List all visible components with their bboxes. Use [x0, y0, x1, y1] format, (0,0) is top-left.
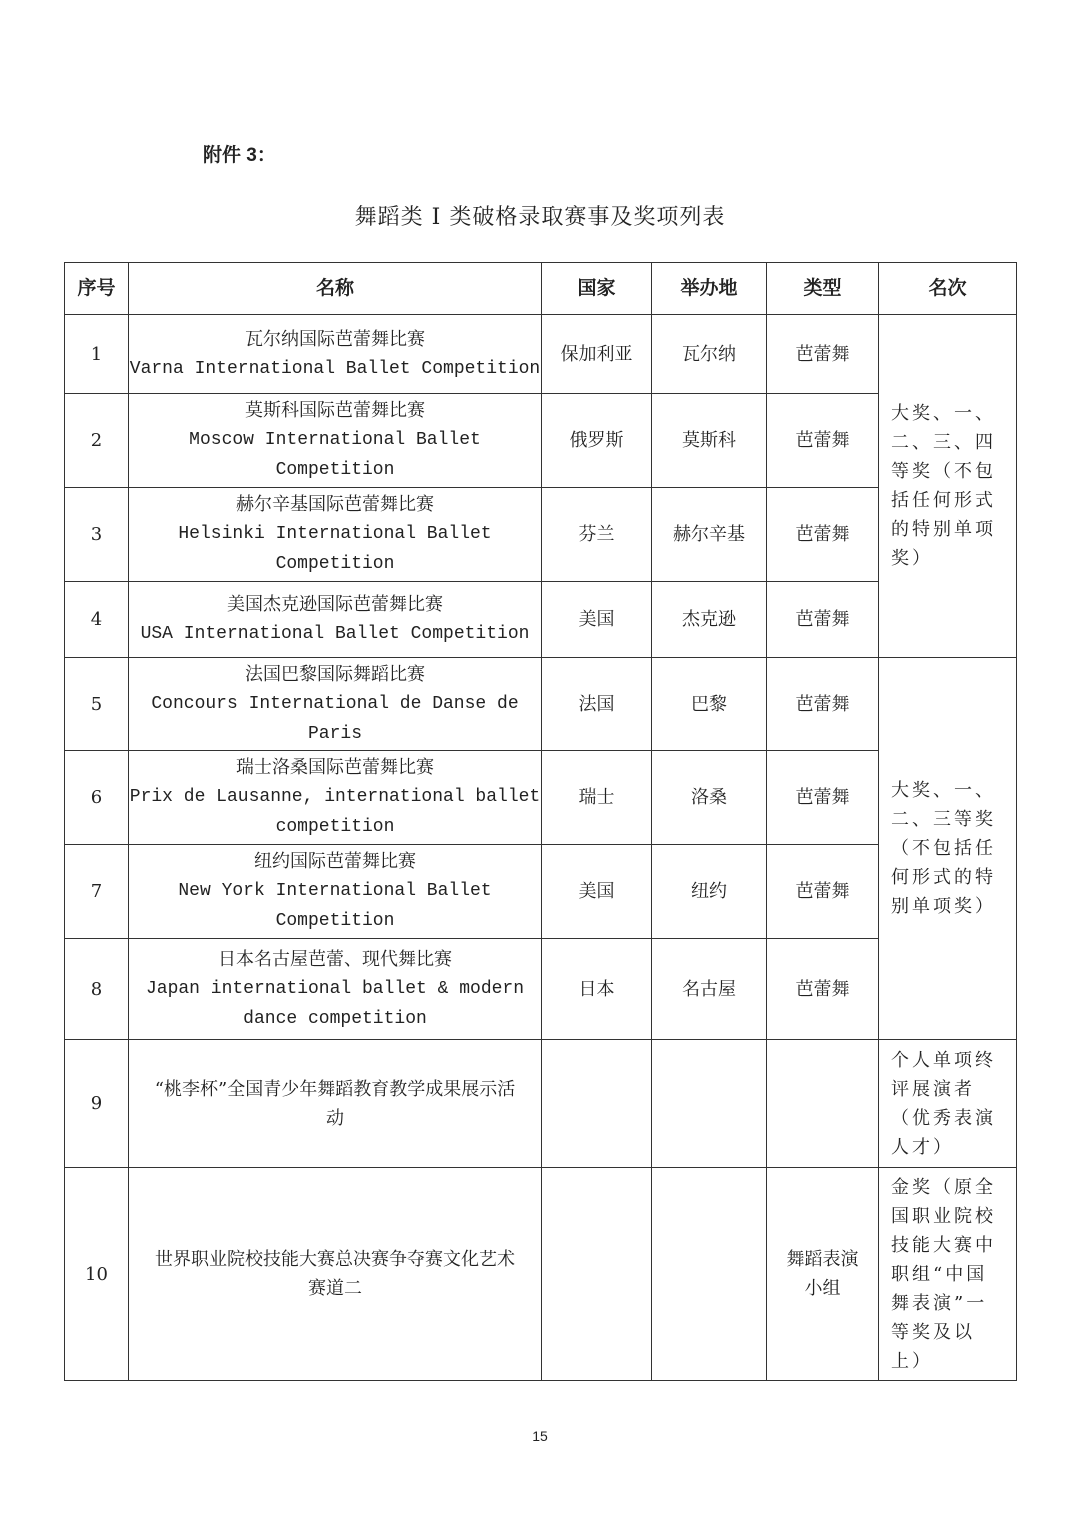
cell-country: 日本: [542, 939, 652, 1040]
table-row: [65, 582, 1017, 658]
cell-city: 莫斯科: [652, 394, 767, 488]
cell-country: 俄罗斯: [542, 394, 652, 488]
cell-city: [652, 1168, 767, 1381]
name-cn: 日本名古屋芭蕾、现代舞比赛: [218, 948, 452, 970]
cell-no: 8: [65, 939, 129, 1040]
name-en: Varna International Ballet Competition: [129, 358, 541, 379]
cell-city: 巴黎: [652, 658, 767, 751]
name-cn: “桃李杯”全国青少年舞蹈教育教学成果展示活动: [154, 1078, 516, 1129]
table-row: [65, 315, 1017, 394]
cell-no: 9: [65, 1040, 129, 1168]
cell-rank-group-1: 大奖、一、二、三、四等奖（不包括任何形式的特别单项奖）: [879, 315, 1017, 658]
cell-name: [129, 582, 542, 658]
cell-rank: 金奖（原全国职业院校技能大赛中职组“中国舞表演”一等奖及以上）: [879, 1168, 1017, 1381]
name-en: USA International Ballet Competition: [140, 624, 530, 644]
name-cn: 美国杰克逊国际芭蕾舞比赛: [227, 594, 443, 615]
cell-no: 3: [65, 488, 129, 582]
name-en: Helsinki International Ballet Competition: [178, 524, 492, 574]
header-type: 类型: [767, 263, 879, 315]
table-row: [65, 1040, 1017, 1168]
cell-country: 芬兰: [542, 488, 652, 582]
cell-type: 芭蕾舞: [767, 845, 879, 939]
table-header-row: [65, 263, 1017, 315]
cell-country: 瑞士: [542, 751, 652, 845]
cell-type: 芭蕾舞: [767, 315, 879, 394]
header-country: 国家: [542, 263, 652, 315]
cell-rank-group-2: 大奖、一、二、三等奖（不包括任何形式的特别单项奖）: [879, 658, 1017, 1040]
cell-no: 5: [65, 658, 129, 751]
name-en: New York International Ballet Competition: [178, 881, 492, 931]
table-row: [65, 939, 1017, 1040]
cell-no: 7: [65, 845, 129, 939]
attachment-label: 附件 3：: [203, 145, 276, 166]
cell-type: 芭蕾舞: [767, 488, 879, 582]
name-en: Japan international ballet & modern dance competition: [145, 978, 525, 1029]
header-rank: 名次: [879, 263, 1017, 315]
cell-rank: 个人单项终评展演者（优秀表演人才）: [879, 1040, 1017, 1168]
page-title: 舞蹈类 Ⅰ 类破格录取赛事及奖项列表: [354, 205, 726, 230]
cell-type: 舞蹈表演小组: [767, 1168, 879, 1381]
cell-city: 瓦尔纳: [652, 315, 767, 394]
table-row: [65, 845, 1017, 939]
cell-type: [767, 1040, 879, 1168]
cell-no: 10: [65, 1168, 129, 1381]
cell-country: [542, 1168, 652, 1381]
cell-city: 赫尔辛基: [652, 488, 767, 582]
cell-type: 芭蕾舞: [767, 658, 879, 751]
header-no: 序号: [65, 263, 129, 315]
cell-name: [129, 751, 542, 845]
header-city: 举办地: [652, 263, 767, 315]
cell-city: 洛桑: [652, 751, 767, 845]
name-cn: 赫尔辛基国际芭蕾舞比赛: [236, 494, 434, 515]
name-cn: 法国巴黎国际舞蹈比赛: [245, 663, 425, 685]
cell-name: [129, 1040, 542, 1168]
competition-table: [64, 262, 1017, 1381]
cell-country: 法国: [542, 658, 652, 751]
cell-name: [129, 488, 542, 582]
cell-city: 杰克逊: [652, 582, 767, 658]
cell-country: 保加利亚: [542, 315, 652, 394]
page-number: 15: [532, 1428, 548, 1444]
name-cn: 莫斯科国际芭蕾舞比赛: [245, 400, 425, 421]
name-cn: 世界职业院校技能大赛总决赛争夺赛文化艺术赛道二: [155, 1249, 515, 1299]
cell-city: 纽约: [652, 845, 767, 939]
cell-no: 2: [65, 394, 129, 488]
cell-name: [129, 394, 542, 488]
cell-city: 名古屋: [652, 939, 767, 1040]
name-en: Concours International de Danse de Paris: [151, 693, 519, 744]
name-cn: 瓦尔纳国际芭蕾舞比赛: [245, 328, 425, 350]
name-en: Moscow International Ballet Competition: [189, 430, 481, 480]
cell-country: 美国: [542, 582, 652, 658]
table-row: [65, 488, 1017, 582]
table-row: [65, 751, 1017, 845]
cell-type: 芭蕾舞: [767, 394, 879, 488]
cell-name: [129, 845, 542, 939]
cell-country: [542, 1040, 652, 1168]
cell-no: 4: [65, 582, 129, 658]
cell-no: 6: [65, 751, 129, 845]
cell-name: [129, 658, 542, 751]
cell-type: 芭蕾舞: [767, 751, 879, 845]
cell-name: [129, 939, 542, 1040]
cell-type: 芭蕾舞: [767, 582, 879, 658]
cell-type: 芭蕾舞: [767, 939, 879, 1040]
table-row: [65, 658, 1017, 751]
cell-no: 1: [65, 315, 129, 394]
cell-name: [129, 315, 542, 394]
name-cn: 纽约国际芭蕾舞比赛: [254, 851, 416, 872]
cell-city: [652, 1040, 767, 1168]
cell-country: 美国: [542, 845, 652, 939]
name-en: Prix de Lausanne, international ballet competition: [129, 787, 541, 837]
header-name: 名称: [129, 263, 542, 315]
table-row: [65, 394, 1017, 488]
table-row: [65, 1168, 1017, 1381]
cell-name: [129, 1168, 542, 1381]
name-cn: 瑞士洛桑国际芭蕾舞比赛: [236, 757, 434, 778]
